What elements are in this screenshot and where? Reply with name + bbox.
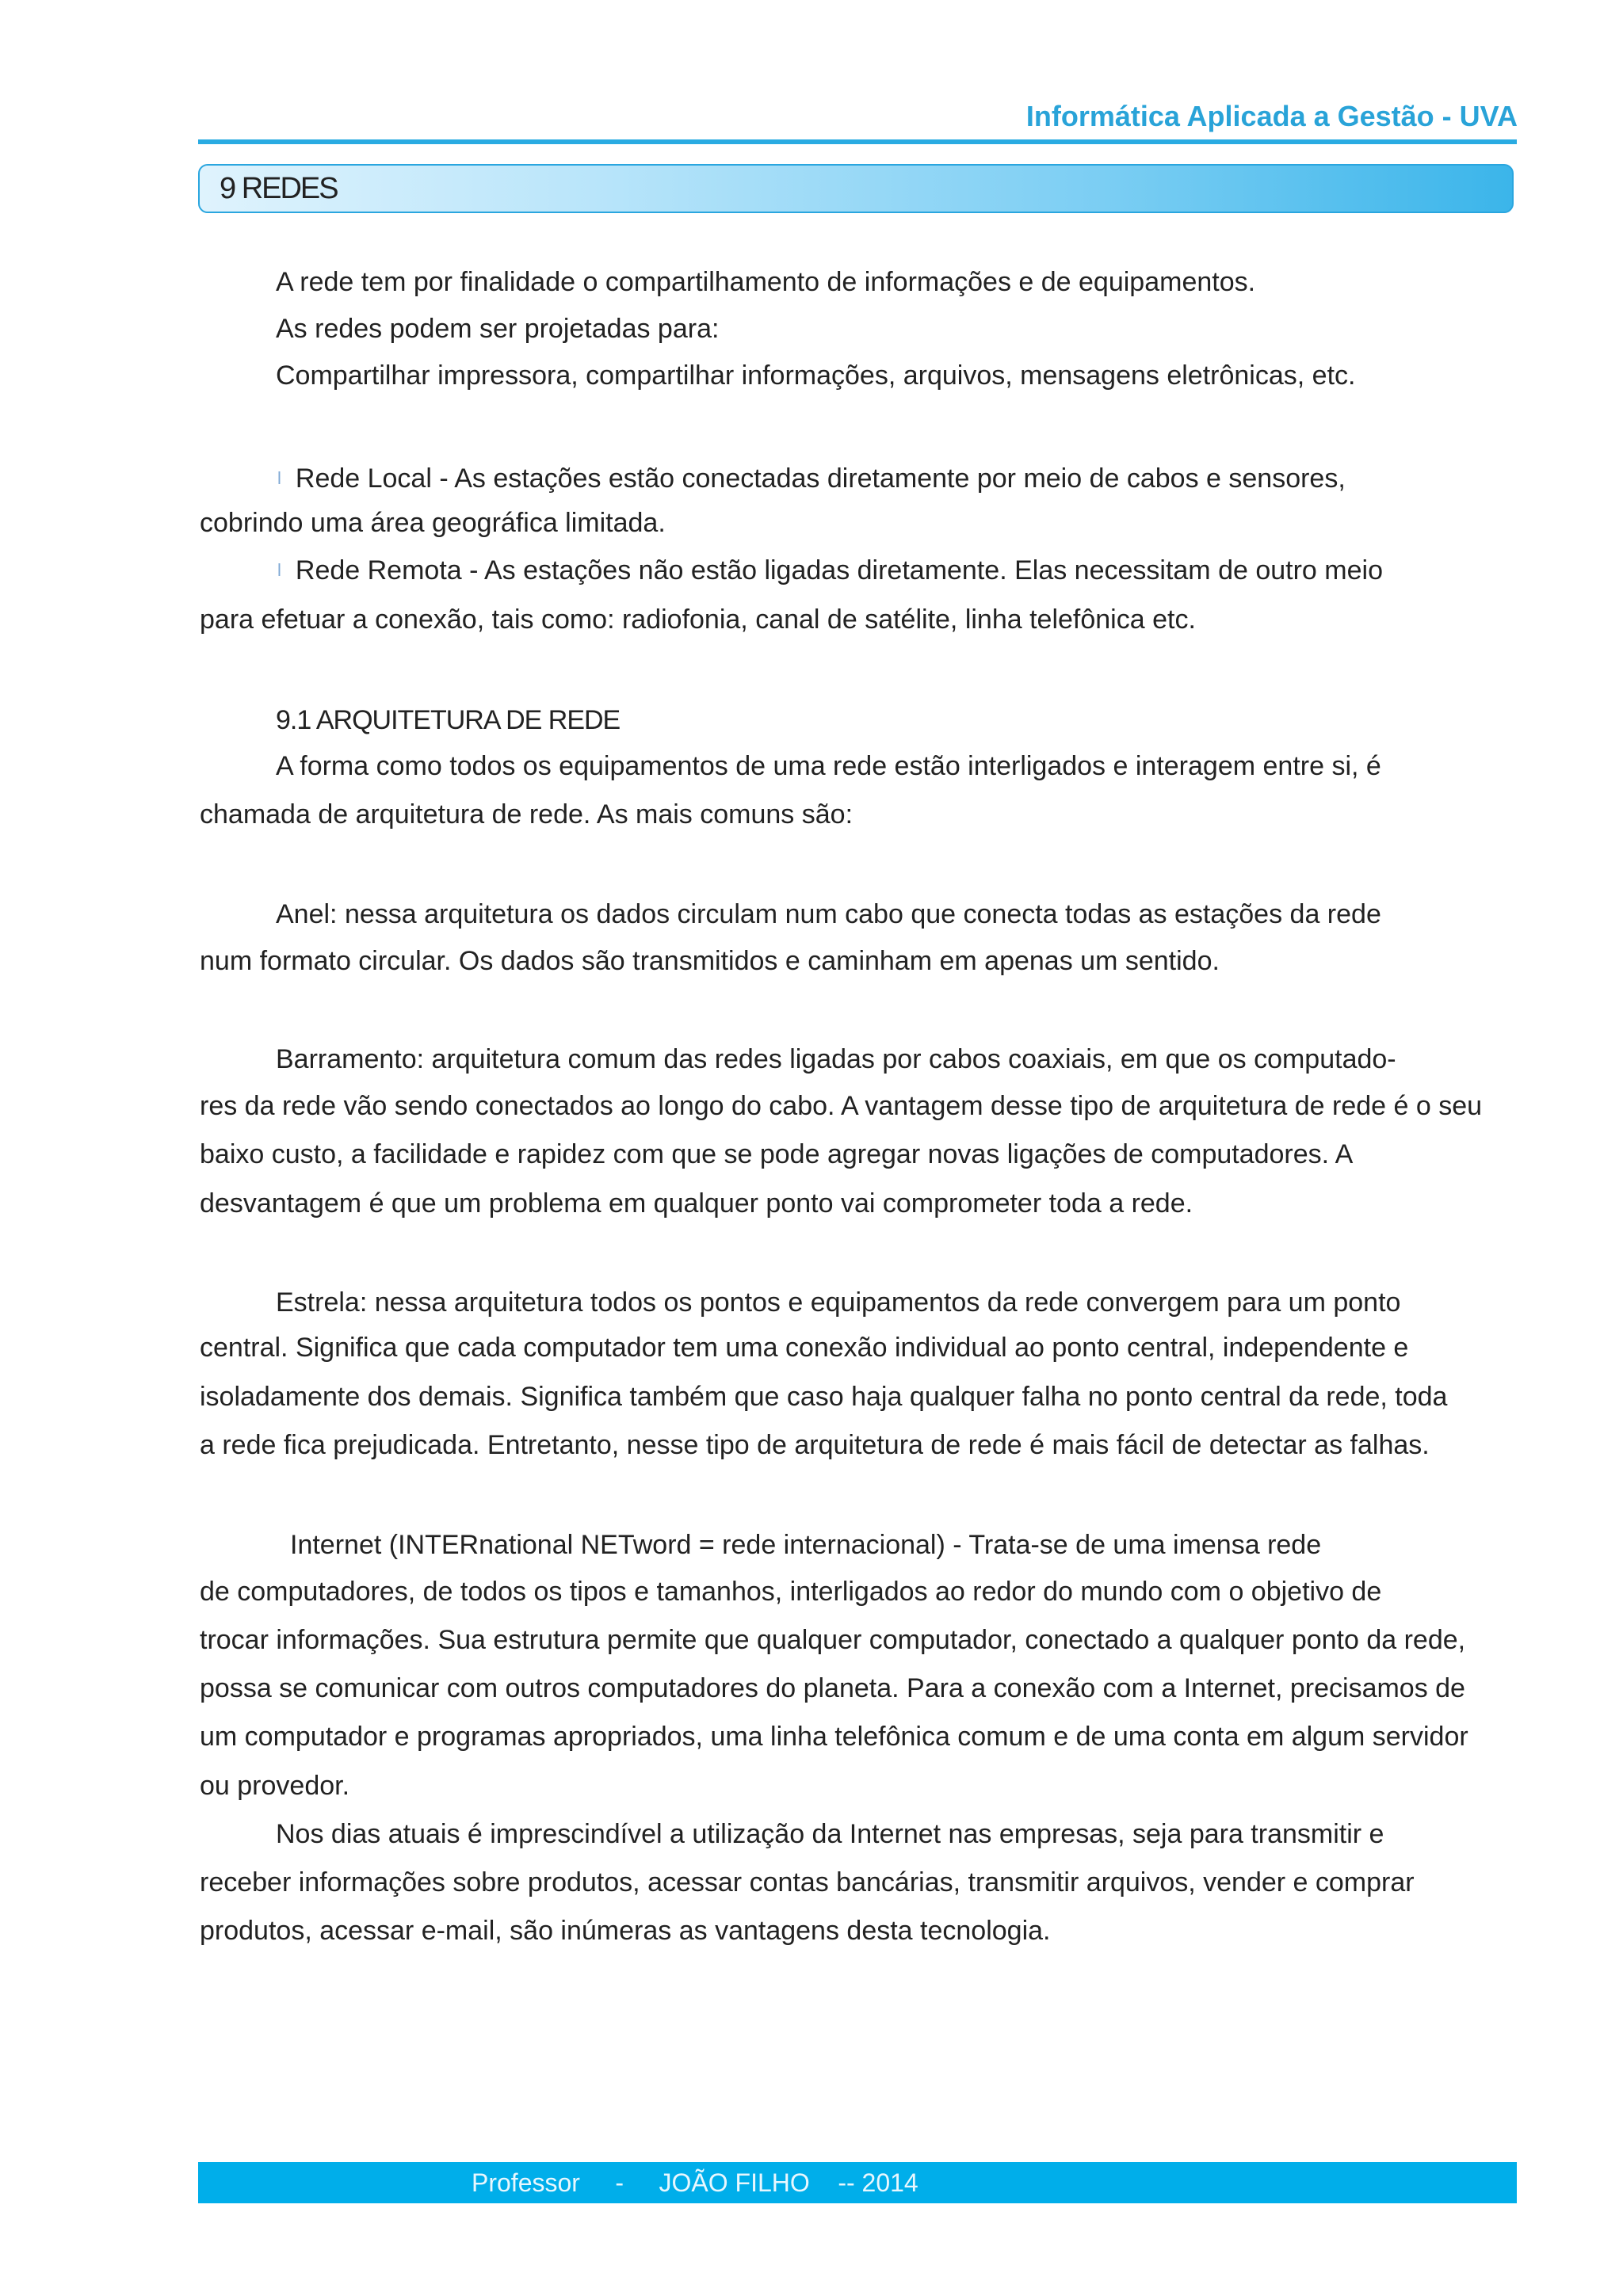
paragraph-line: produtos, acessar e-mail, são inúmeras as vantagens desta tecnologia. <box>200 1916 1051 1946</box>
paragraph-line: possa se comunicar com outros computadores do planeta. Para a conexão com a Internet, precisamos de <box>200 1673 1465 1703</box>
header-divider <box>198 139 1517 144</box>
paragraph-line: Anel: nessa arquitetura os dados circulam num cabo que conecta todas as estações da rede <box>276 899 1381 929</box>
paragraph-line: baixo custo, a facilidade e rapidez com que se pode agregar novas ligações de computadores. A <box>200 1139 1354 1169</box>
paragraph-line: ou provedor. <box>200 1771 350 1801</box>
paragraph-line: de computadores, de todos os tipos e tamanhos, interligados ao redor do mundo com o objetivo de <box>200 1577 1382 1607</box>
intro-line-3: Compartilhar impressora, compartilhar informações, arquivos, mensagens eletrônicas, etc. <box>276 360 1356 391</box>
paragraph-line: um computador e programas apropriados, uma linha telefônica comum e de uma conta em algum servidor <box>200 1722 1468 1752</box>
subsection-title: 9.1 ARQUITETURA DE REDE <box>276 705 621 735</box>
intro-line-2: As redes podem ser projetadas para: <box>276 314 720 344</box>
bullet-continuation: cobrindo uma área geográfica limitada. <box>200 508 666 538</box>
bullet-text: Rede Local - As estações estão conectadas diretamente por meio de cabos e sensores, <box>295 463 1346 494</box>
bullet-marker-icon: l <box>277 560 281 581</box>
paragraph-line: res da rede vão sendo conectados ao longo do cabo. A vantagem desse tipo de arquitetura de rede é o seu <box>200 1091 1483 1121</box>
paragraph-line: isoladamente dos demais. Significa também que caso haja qualquer falha no ponto central da rede, toda <box>200 1382 1448 1412</box>
paragraph-line: central. Significa que cada computador tem uma conexão individual ao ponto central, independente e <box>200 1333 1409 1363</box>
paragraph-line: desvantagem é que um problema em qualquer ponto vai comprometer toda a rede. <box>200 1188 1193 1219</box>
footer-credit: Professor - JOÃO FILHO -- 2014 <box>472 2168 918 2197</box>
bullet-continuation: para efetuar a conexão, tais como: radiofonia, canal de satélite, linha telefônica etc. <box>200 605 1196 635</box>
bullet-marker-icon: l <box>277 468 281 489</box>
bullet-text: Rede Remota - As estações não estão ligadas diretamente. Elas necessitam de outro meio <box>295 555 1383 585</box>
paragraph-line: a rede fica prejudicada. Entretanto, nesse tipo de arquitetura de rede é mais fácil de detectar as falhas. <box>200 1430 1430 1460</box>
paragraph-line: chamada de arquitetura de rede. As mais comuns são: <box>200 799 854 830</box>
paragraph-line: num formato circular. Os dados são transmitidos e caminham em apenas um sentido. <box>200 946 1220 976</box>
section-heading-bar <box>198 164 1514 213</box>
paragraph-line: Barramento: arquitetura comum das redes ligadas por cabos coaxiais, em que os computado- <box>276 1044 1396 1074</box>
document-header-title: Informática Aplicada a Gestão - UVA <box>1025 100 1518 132</box>
paragraph-line: receber informações sobre produtos, acessar contas bancárias, transmitir arquivos, vender e comprar <box>200 1867 1415 1897</box>
bullet-item-rede-local <box>277 463 1346 496</box>
footer-bar <box>198 2162 1517 2203</box>
intro-line-1: A rede tem por finalidade o compartilhamento de informações e de equipamentos. <box>276 267 1256 297</box>
paragraph-line: Internet (INTERnational NETword = rede internacional) - Trata-se de uma imensa rede <box>290 1530 1322 1560</box>
paragraph-line: Nos dias atuais é imprescindível a utilização da Internet nas empresas, seja para transmitir e <box>276 1819 1384 1849</box>
section-title: 9 REDES <box>220 172 338 205</box>
paragraph-line: A forma como todos os equipamentos de uma rede estão interligados e interagem entre si, é <box>276 751 1381 781</box>
paragraph-line: trocar informações. Sua estrutura permite que qualquer computador, conectado a qualquer ponto da rede, <box>200 1625 1466 1655</box>
paragraph-line: Estrela: nessa arquitetura todos os pontos e equipamentos da rede convergem para um ponto <box>276 1287 1401 1318</box>
bullet-item-rede-remota <box>277 555 1383 588</box>
